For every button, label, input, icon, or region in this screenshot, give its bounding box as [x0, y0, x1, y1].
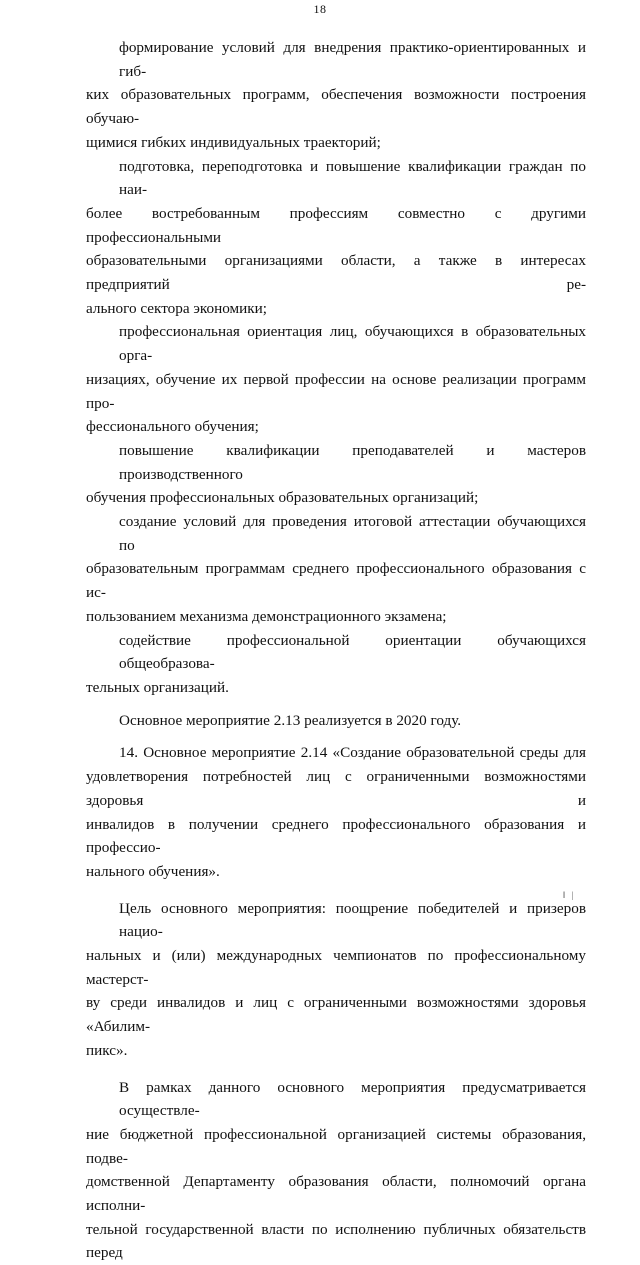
- paragraph: [86, 36, 586, 155]
- text-line: низациях, обучение их первой профессии на основе реализации программ про-: [86, 370, 586, 412]
- text-line: тельной государственной власти по исполнению публичных обязательств перед: [86, 1220, 586, 1262]
- text-line: Цель основного мероприятия: поощрение победителей и призеров нацио-: [119, 899, 586, 941]
- paragraph: [86, 510, 586, 629]
- text-line: образовательными организациями области, а также в интересах предприятий ре-: [86, 252, 586, 294]
- page-number: 18: [313, 2, 327, 16]
- paragraph: [86, 741, 586, 883]
- text-line: создание условий для проведения итоговой аттестации обучающихся по: [119, 513, 586, 554]
- text-line: пикс».: [86, 1041, 128, 1059]
- text-line: повышение квалификации преподавателей и мастеров производственного: [119, 441, 586, 483]
- text-line: пользованием механизма демонстрационного экзамена;: [86, 607, 447, 625]
- text-line: инвалидов в получении среднего профессионального образования и профессио-: [86, 815, 586, 857]
- paragraph: [86, 439, 586, 510]
- text-line: формирование условий для внедрения практико-ориентированных и гиб-: [119, 39, 586, 80]
- paragraph: [86, 629, 586, 700]
- paragraph: [86, 897, 586, 1063]
- text-line: содействие профессиональной ориентации обучающихся общеобразова-: [119, 631, 586, 673]
- text-line: фессионального обучения;: [86, 418, 259, 436]
- paragraph: [86, 320, 586, 439]
- text-line: обучения профессиональных образовательных организаций;: [86, 489, 479, 507]
- text-line: нальных и (или) международных чемпионатов по профессиональному мастерст-: [86, 947, 586, 988]
- text-line: тельных организаций.: [86, 678, 229, 696]
- text-line: щимися гибких индивидуальных траекторий;: [86, 133, 381, 151]
- text-line: домственной Департаменту образования области, полномочий органа исполни-: [86, 1173, 586, 1215]
- footer-mark: ‖ |: [563, 890, 576, 900]
- text-line: удовлетворения потребностей лиц с ограниченными возможностями здоровья и: [86, 768, 586, 809]
- text-line: более востребованным профессиям совместно с другими профессиональными: [86, 204, 586, 246]
- text-line: ву среди инвалидов и лиц с ограниченными возможностями здоровья «Абилим-: [86, 994, 586, 1036]
- text-line: 14. Основное мероприятие 2.14 «Создание образовательной среды для: [119, 744, 586, 762]
- text-line: нального обучения».: [86, 862, 220, 880]
- text-line: подготовка, переподготовка и повышение квалификации граждан по наи-: [119, 157, 586, 199]
- text-line: В рамках данного основного мероприятия предусматривается осуществле-: [119, 1078, 586, 1120]
- paragraph: [86, 709, 586, 733]
- text-line: образовательным программам среднего профессионального образования с ис-: [86, 560, 586, 602]
- text-line: Основное мероприятие 2.13 реализуется в 2020 году.: [119, 711, 462, 729]
- text-line: ких образовательных программ, обеспечения возможности построения обучаю-: [86, 86, 586, 128]
- document-body: [86, 36, 586, 1265]
- paragraph: [86, 1076, 586, 1265]
- text-line: профессиональная ориентация лиц, обучающихся в образовательных орга-: [119, 323, 586, 365]
- text-line: ального сектора экономики;: [86, 299, 267, 317]
- paragraph: [86, 155, 586, 321]
- text-line: ние бюджетной профессиональной организацией системы образования, подве-: [86, 1125, 586, 1167]
